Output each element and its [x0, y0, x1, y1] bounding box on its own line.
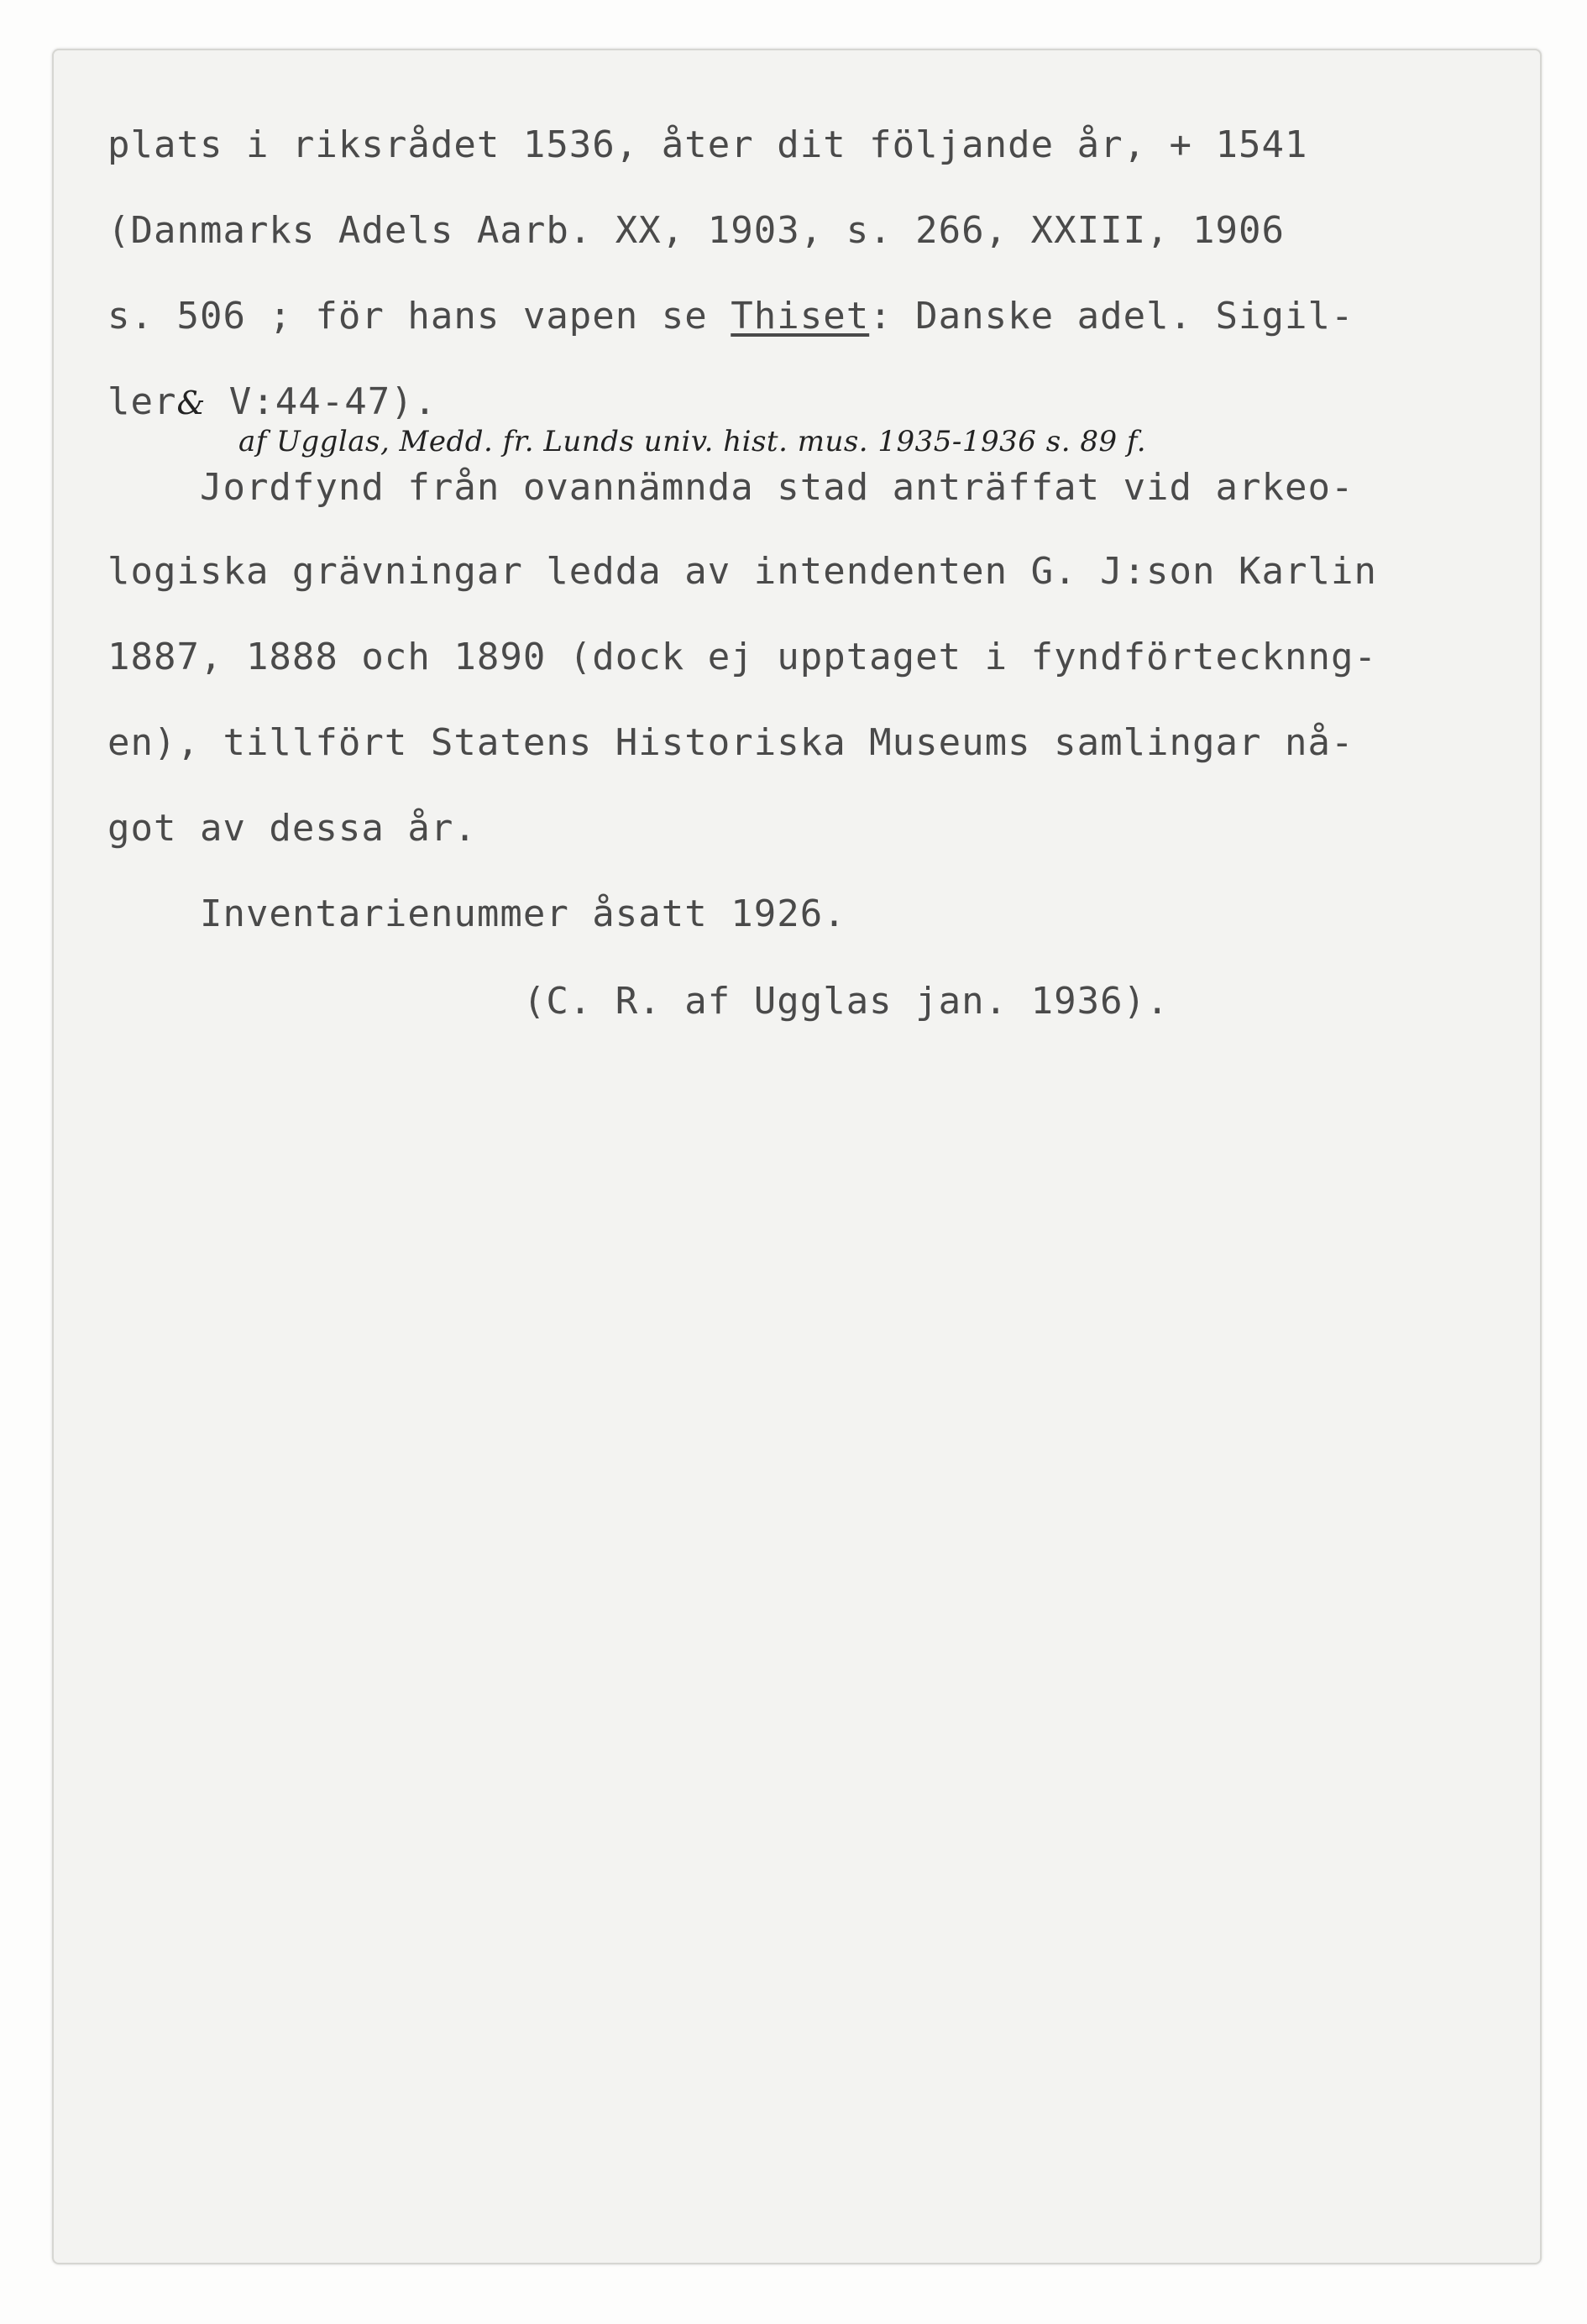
- handwritten-ampersand: &: [176, 385, 207, 421]
- card-line-1: plats i riksrådet 1536, åter dit följande år, + 1541: [107, 123, 1308, 166]
- signature-line: (C. R. af Ugglas jan. 1936).: [107, 980, 1170, 1023]
- card-line-4: [107, 379, 437, 426]
- index-card: [52, 49, 1542, 2264]
- card-line-9: got av dessa år.: [107, 807, 477, 850]
- handwritten-note: af Ugglas, Medd. fr. Lunds univ. hist. mus. 1935-1936 s. 89 f.: [238, 425, 1147, 458]
- card-line-10: Inventarienummer åsatt 1926.: [107, 892, 846, 935]
- card-line-6: logiska grävningar ledda av intendenten G. J:son Karlin: [107, 550, 1377, 593]
- card-line-8: en), tillfört Statens Historiska Museums samlingar nå-: [107, 721, 1354, 764]
- card-line-3-post: : Danske adel. Sigil-: [869, 295, 1354, 338]
- card-line-4-pre: ler: [107, 380, 177, 423]
- card-line-5: Jordfynd från ovannämnda stad anträffat vid arkeo-: [107, 466, 1354, 509]
- card-line-7: 1887, 1888 och 1890 (dock ej upptaget i fyndförtecknng-: [107, 636, 1377, 678]
- card-line-3-pre: s. 506 ; för hans vapen se: [107, 295, 731, 338]
- card-line-3: [107, 294, 1354, 339]
- card-line-2: (Danmarks Adels Aarb. XX, 1903, s. 266, XXIII, 1906: [107, 209, 1286, 252]
- thiset-reference: Thiset: [731, 295, 870, 338]
- card-line-4-post: V:44-47).: [206, 380, 437, 423]
